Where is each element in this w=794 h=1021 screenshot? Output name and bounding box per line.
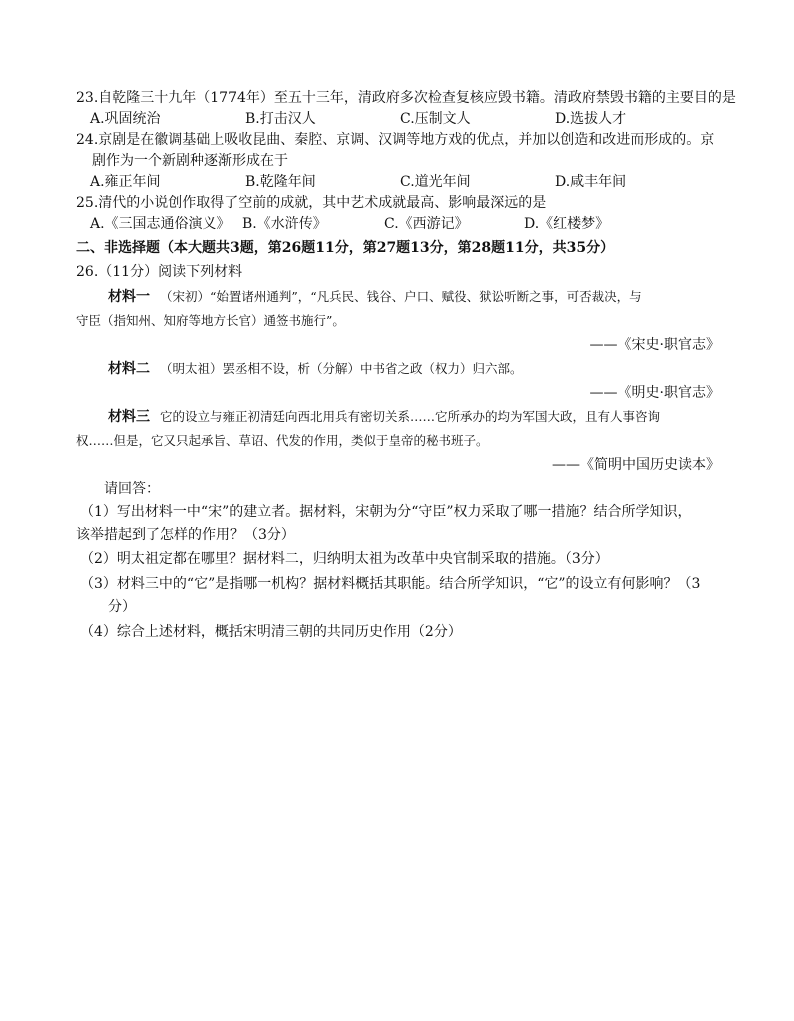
question-23: 23.自乾隆三十九年（1774年）至五十三年，清政府多次检查复核应毁书籍。清政府禁毁书籍的主要目的是 bbox=[76, 90, 736, 106]
material-2-label: 材料二 bbox=[108, 361, 150, 377]
subquestion-4: （4）综合上述材料，概括宋明清三朝的共同历史作用（2分） bbox=[80, 624, 462, 640]
subquestion-1-line2: 该举措起到了怎样的作用？（3分） bbox=[76, 527, 295, 543]
question-24-line1: 24.京剧是在徽调基础上吸收昆曲、秦腔、京调、汉调等地方戏的优点，并加以创造和改进而形成的。京 bbox=[76, 132, 715, 148]
material-3-line2: 权……但是，它又只起承旨、草诏、代发的作用，类似于皇帝的秘书班子。 bbox=[76, 433, 489, 448]
section-2-title: 二、非选择题（本大题共3题，第26题11分，第27题13分，第28题11分，共35分） bbox=[76, 240, 615, 256]
q24-option-b: B.乾隆年间 bbox=[245, 174, 316, 190]
q23-option-c: C.压制文人 bbox=[400, 111, 471, 127]
q23-option-d: D.选拔人才 bbox=[555, 111, 627, 127]
q24-option-d: D.咸丰年间 bbox=[555, 174, 627, 190]
material-3-text: 它的设立与雍正初清廷向西北用兵有密切关系……它所承办的均为军国大政，且有人事咨询 bbox=[160, 409, 661, 424]
question-24-options bbox=[90, 173, 730, 191]
q24-option-a: A.雍正年间 bbox=[90, 174, 161, 190]
subquestion-2: （2）明太祖定都在哪里？据材料二，归纳明太祖为改革中央官制采取的措施。（3分） bbox=[80, 551, 609, 567]
q25-option-d: D.《红楼梦》 bbox=[524, 216, 610, 232]
subquestion-3-line2: 分） bbox=[108, 599, 136, 615]
q25-option-a: A.《三国志通俗演义》 bbox=[90, 216, 231, 232]
q23-option-b: B.打击汉人 bbox=[245, 111, 316, 127]
material-1-line1 bbox=[108, 288, 642, 306]
q23-option-a: A.巩固统治 bbox=[90, 111, 161, 127]
answer-prompt: 请回答： bbox=[104, 481, 160, 497]
q25-option-c: C.《西游记》 bbox=[384, 216, 469, 232]
material-1-text: （宋初）“始置诸州通判”，“凡兵民、钱谷、户口、赋役、狱讼听断之事，可否裁决，与 bbox=[160, 289, 642, 304]
q24-option-c: C.道光年间 bbox=[400, 174, 471, 190]
material-2-line bbox=[108, 360, 523, 378]
q25-option-b: B.《水浒传》 bbox=[242, 216, 327, 232]
question-23-options bbox=[90, 110, 730, 128]
question-26-title: 26.（11分）阅读下列材料 bbox=[76, 264, 243, 280]
question-24-line2: 剧作为一个新剧种逐渐形成在于 bbox=[92, 153, 288, 169]
material-2-text: （明太祖）罢丞相不设，析（分解）中书省之政（权力）归六部。 bbox=[160, 361, 523, 376]
subquestion-3-line1: （3）材料三中的“它”是指哪一机构？据材料概括其职能。结合所学知识，“它”的设立有何影响？（3 bbox=[80, 576, 701, 592]
material-1-line2: 守臣（指知州、知府等地方长官）通签书施行”。 bbox=[76, 313, 345, 328]
subquestion-1-line1: （1）写出材料一中“宋”的建立者。据材料，宋朝为分“守臣”权力采取了哪一措施？结合所学知识， bbox=[80, 504, 692, 520]
question-25-options bbox=[90, 215, 730, 233]
material-1-source: ——《宋史·职官志》 bbox=[589, 337, 720, 353]
question-25: 25.清代的小说创作取得了空前的成就，其中艺术成就最高、影响最深远的是 bbox=[76, 195, 547, 211]
material-3-line1 bbox=[108, 408, 660, 426]
material-1-label: 材料一 bbox=[108, 289, 150, 305]
material-2-source: ——《明史·职官志》 bbox=[589, 385, 720, 401]
material-3-label: 材料三 bbox=[108, 409, 150, 425]
material-3-source: ——《简明中国历史读本》 bbox=[552, 457, 720, 473]
